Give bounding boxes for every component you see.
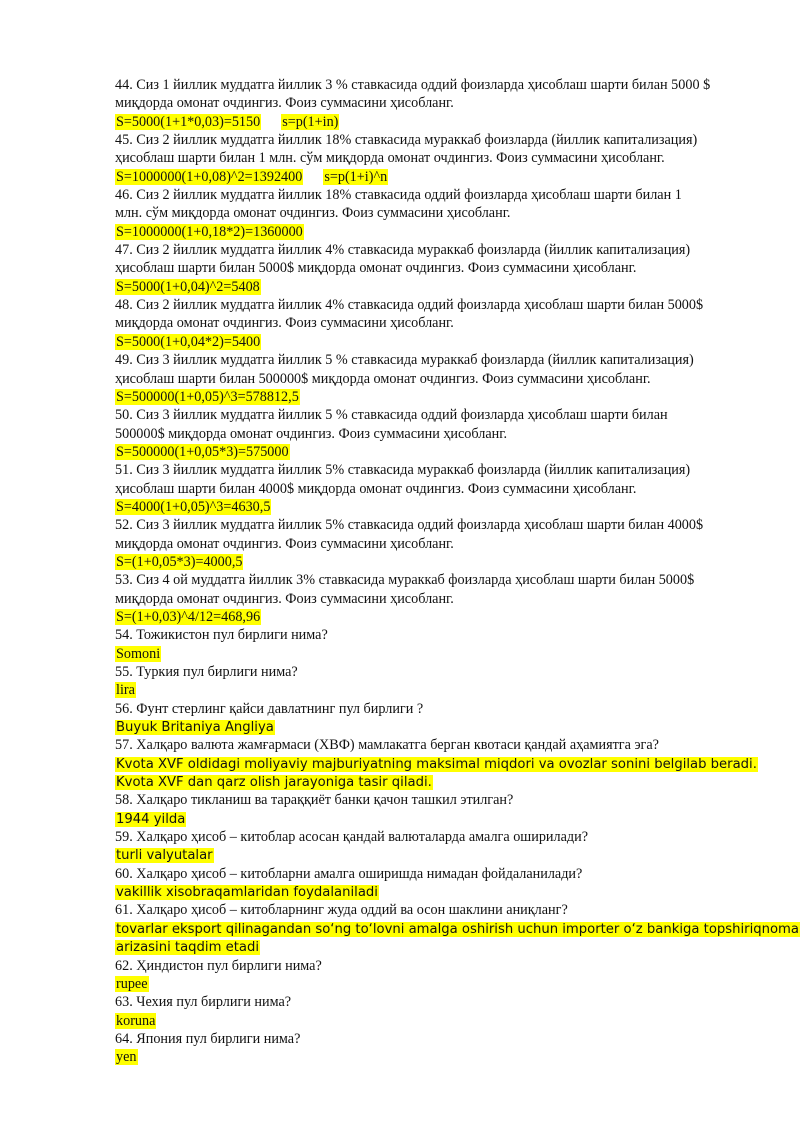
question-block (115, 1030, 745, 1067)
question-text: 47. Сиз 2 йиллик муддатга йиллик 4% ставкасида мураккаб фоизларда (йиллик капитализация) (115, 242, 691, 259)
highlighted-answer: S=(1+0,05*3)=4000,5 (116, 553, 243, 570)
question-block (115, 571, 745, 626)
highlighted-answer: Kvota XVF dan qarz olish jarayoniga tasir qiladi. (116, 775, 432, 791)
highlighted-answer: Kvota XVF oldidagi moliyaviy majburiyatning maksimal miqdori va ovozlar sonini belgilab beradi. (116, 756, 757, 772)
highlighted-answer: Somoni (116, 645, 161, 662)
question-text: 500000$ миқдорда омонат очдингиз. Фоиз суммасини ҳисобланг. (115, 425, 508, 442)
highlighted-answer: rupee (116, 975, 148, 992)
question-block (115, 828, 745, 865)
question-text: 53. Сиз 4 ой муддатга йиллик 3% ставкасида мураккаб фоизларда ҳисоблаш шарти билан 5000$ (115, 572, 695, 589)
highlighted-answer: S=4000(1+0,05)^3=4630,5 (116, 498, 271, 515)
question-block (115, 131, 745, 186)
question-text: 59. Халқаро ҳисоб – китоблар асосан қандай валюталарда амалга оширилади? (115, 829, 588, 846)
question-block (115, 957, 745, 994)
highlighted-answer: S=5000(1+1*0,03)=5150 (116, 113, 261, 130)
question-text: 55. Туркия пул бирлиги нима? (115, 664, 298, 680)
highlighted-answer: tovarlar eksport qilinagandan so‘ng to‘lovni amalga oshirish uchun importer o‘z bankiga topshiriqnoma (116, 921, 799, 937)
highlighted-answer: S=(1+0,03)^4/12=468,96 (116, 608, 261, 625)
question-text: 44. Сиз 1 йиллик муддатга йиллик 3 % ставкасида оддий фоизларда ҳисоблаш шарти билан 5000 $ (115, 77, 711, 93)
question-block (115, 865, 745, 902)
question-text: 52. Сиз 3 йиллик муддатга йиллик 5% ставкасида оддий фоизларда ҳисоблаш шарти билан 4000$ (115, 517, 704, 534)
question-text: 61. Халқаро ҳисоб – китобларнинг жуда оддий ва осон шаклини аниқланг? (115, 902, 568, 919)
question-text: 54. Тожикистон пул бирлиги нима? (115, 627, 328, 644)
question-text: 56. Фунт стерлинг қайси давлатнинг пул бирлиги ? (115, 700, 424, 717)
question-text: миқдорда омонат очдингиз. Фоиз суммасини ҳисобланг. (115, 95, 454, 112)
question-text: 63. Чехия пул бирлиги нима? (115, 994, 292, 1011)
question-block (115, 461, 745, 516)
highlighted-formula: s=p(1+i)^n (324, 168, 388, 185)
question-block (115, 296, 745, 351)
highlighted-answer: turli valyutalar (116, 848, 213, 864)
question-block (115, 736, 757, 791)
question-block (115, 351, 745, 406)
highlighted-answer: arizasini taqdim etadi (116, 940, 260, 956)
question-block (115, 663, 745, 700)
highlighted-answer: S=5000(1+0,04*2)=5400 (116, 333, 261, 350)
highlighted-formula: s=p(1+in) (282, 113, 339, 130)
question-block (115, 186, 745, 241)
question-text: ҳисоблаш шарти билан 5000$ миқдорда омонат очдингиз. Фоиз суммасини ҳисобланг. (115, 260, 637, 277)
highlighted-answer: lira (116, 682, 135, 699)
question-text: ҳисоблаш шарти билан 4000$ миқдорда омонат очдингиз. Фоиз суммасини ҳисобланг. (115, 480, 637, 497)
question-block (115, 406, 745, 461)
highlighted-answer: S=1000000(1+0,08)^2=1392400 (116, 168, 303, 185)
question-text: 50. Сиз 3 йиллик муддатга йиллик 5 % ставкасида оддий фоизларда ҳисоблаш шарти билан (115, 407, 668, 424)
question-text: 62. Ҳиндистон пул бирлиги нима? (115, 957, 322, 974)
question-block (115, 241, 745, 296)
highlighted-answer: yen (116, 1049, 137, 1066)
highlighted-answer: koruna (116, 1012, 156, 1029)
question-text: 57. Халқаро валюта жамғармаси (ХВФ) мамлакатга берган квотаси қандай аҳамиятга эга? (115, 737, 659, 754)
document-page (115, 76, 799, 1067)
question-text: 51. Сиз 3 йиллик муддатга йиллик 5% ставкасида мураккаб фоизларда (йиллик капитализация) (115, 462, 691, 479)
highlighted-answer: S=500000(1+0,05)^3=578812,5 (116, 388, 299, 405)
question-text: миқдорда омонат очдингиз. Фоиз суммасини ҳисобланг. (115, 315, 454, 332)
question-block (115, 516, 745, 571)
highlighted-answer: S=1000000(1+0,18*2)=1360000 (116, 223, 303, 240)
question-block (115, 76, 745, 131)
highlighted-answer: S=500000(1+0,05*3)=575000 (116, 443, 289, 460)
question-block (115, 791, 745, 828)
question-text: млн. сўм миқдорда омонат очдингиз. Фоиз суммасини ҳисобланг. (115, 205, 511, 222)
question-block (115, 901, 799, 956)
question-text: 64. Япония пул бирлиги нима? (115, 1030, 301, 1047)
question-text: миқдорда омонат очдингиз. Фоиз суммасини ҳисобланг. (115, 590, 454, 607)
question-text: 60. Халқаро ҳисоб – китобларни амалга оширишда нимадан фойдаланилади? (115, 865, 583, 882)
question-block (115, 993, 745, 1030)
question-block (115, 700, 745, 737)
highlighted-answer: 1944 yilda (116, 811, 186, 827)
highlighted-answer: vakillik xisobraqamlaridan foydalaniladi (116, 885, 378, 901)
question-text: 45. Сиз 2 йиллик муддатга йиллик 18% ставкасида мураккаб фоизларда (йиллик капитализация) (115, 132, 698, 149)
question-text: миқдорда омонат очдингиз. Фоиз суммасини ҳисобланг. (115, 535, 454, 552)
highlighted-answer: S=5000(1+0,04)^2=5408 (116, 278, 260, 295)
question-text: 48. Сиз 2 йиллик муддатга йиллик 4% ставкасида оддий фоизларда ҳисоблаш шарти билан 5000$ (115, 297, 704, 314)
question-block (115, 626, 745, 663)
question-text: 58. Халқаро тикланиш ва тараққиёт банки қачон ташкил этилган? (115, 792, 514, 809)
question-text: ҳисоблаш шарти билан 500000$ миқдорда омонат очдингиз. Фоиз суммасини ҳисобланг. (115, 370, 651, 387)
question-text: 49. Сиз 3 йиллик муддатга йиллик 5 % ставкасида мураккаб фоизларда (йиллик капитализация) (115, 352, 694, 369)
question-text: 46. Сиз 2 йиллик муддатга йиллик 18% ставкасида оддий фоизларда ҳисоблаш шарти билан 1 (115, 187, 682, 204)
highlighted-answer: Buyuk Britaniya Angliya (116, 720, 274, 736)
question-text: ҳисоблаш шарти билан 1 млн. сўм миқдорда омонат очдингиз. Фоиз суммасини ҳисобланг. (115, 150, 665, 167)
